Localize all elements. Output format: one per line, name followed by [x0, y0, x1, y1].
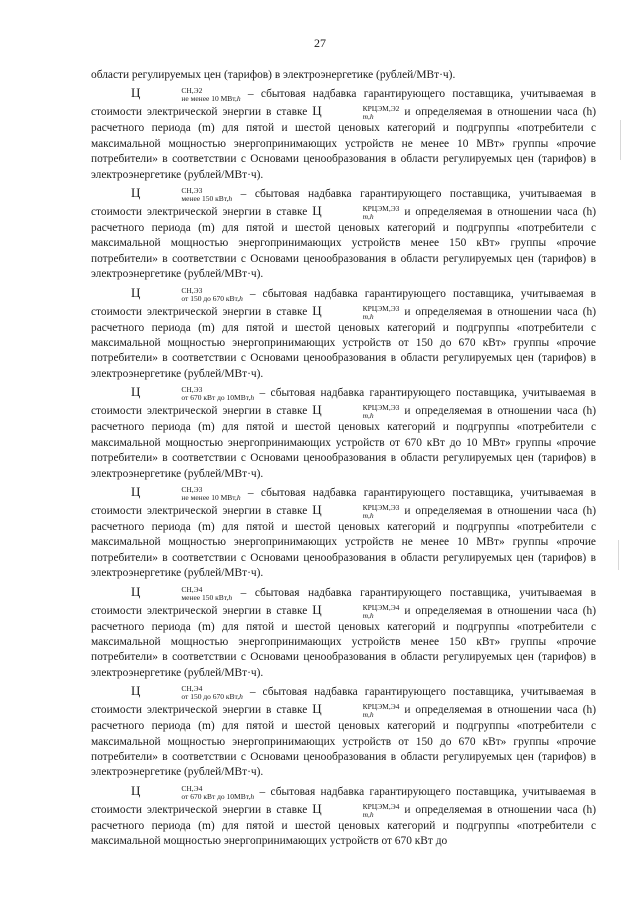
- rate-superscript: КРЦЭМ,Э4: [362, 602, 400, 612]
- symbol-base: Ц: [131, 384, 141, 400]
- rate-symbol: [312, 402, 400, 421]
- rate-scripts: [323, 703, 400, 719]
- rate-base: Ц: [312, 302, 322, 318]
- rate-superscript: КРЦЭМ,Э3: [362, 403, 400, 413]
- rate-superscript: КРЦЭМ,Э3: [362, 303, 400, 313]
- rate-scripts: [323, 404, 400, 420]
- tariff-symbol: [131, 85, 241, 104]
- definition-entry: [91, 185, 596, 283]
- rate-subscript: m,h: [362, 710, 374, 720]
- symbol-scripts: [141, 586, 232, 602]
- rate-superscript: КРЦЭМ,Э4: [362, 801, 400, 811]
- symbol-subscript-index: h: [236, 94, 241, 104]
- symbol-scripts: [141, 87, 240, 103]
- definition-entry: [91, 484, 596, 582]
- tariff-symbol: [131, 185, 233, 204]
- symbol-base: Ц: [131, 185, 141, 201]
- symbol-subscript: [141, 295, 242, 303]
- rate-base: Ц: [312, 601, 322, 617]
- symbol-subscript: [141, 195, 232, 203]
- symbol-scripts: [141, 486, 240, 502]
- scan-edge-mark: [618, 540, 619, 570]
- rate-scripts: [323, 205, 400, 221]
- definition-text-b: и определяемая в отношении часа (h) расчетного периода (m) для пятой и шестой ценовых категорий и подгруппы «потребители с максимальной мощностью энергопринимающих устройств менее 150 кВт» группы «прочие потребители» в соответствии с Основами ценообразования в области регулируемых цен (тарифов) в электроэнергетике (рублей/МВт·ч).: [91, 604, 596, 679]
- symbol-subscript: [141, 693, 242, 701]
- symbol-superscript: СН,Э3: [181, 484, 203, 494]
- rate-subscript: m,h: [362, 510, 374, 520]
- symbol-superscript: СН,Э3: [181, 285, 203, 295]
- definition-entry: [91, 584, 596, 682]
- definition-text-b: и определяемая в отношении часа (h) расчетного периода (m) для пятой и шестой ценовых категорий и подгруппы «потребители с максимальной мощностью энергопринимающих устройств от 150 до 670 кВт» группы «прочие потребители» в соответствии с Основами ценообразования в области регулируемых цен (тарифов) в электроэнергетике (рублей/МВт·ч).: [91, 704, 596, 779]
- symbol-subscript-range: не менее 10 МВт,: [181, 492, 237, 502]
- symbol-subscript-index: h: [250, 393, 255, 403]
- symbol-subscript-range: от 670 кВт до 10МВт,: [181, 393, 251, 403]
- definition-text-a: – сбытовая надбавка гарантирующего поставщика, учитываемая в стоимости электрической энергии в ставке: [91, 88, 596, 119]
- rate-base: Ц: [312, 501, 322, 517]
- definition-text-b: и определяемая в отношении часа (h) расчетного периода (m) для пятой и шестой ценовых категорий и подгруппы «потребители с максимальной мощностью энергопринимающих устройств от 670 кВт до 10 МВт» группы «прочие потребители» в соответствии с Основами ценообразования в области регулируемых цен (тарифов) в электроэнергетике (рублей/МВт·ч).: [91, 405, 596, 480]
- definition-entry: [91, 85, 596, 183]
- definition-text-a: – сбытовая надбавка гарантирующего поставщика, учитываемая в стоимости электрической энергии в ставке: [91, 287, 596, 318]
- tariff-symbol: [131, 384, 255, 403]
- definition-entry: [91, 683, 596, 781]
- rate-subscript: m,h: [362, 809, 374, 819]
- definition-text-a: – сбытовая надбавка гарантирующего поставщика, учитываемая в стоимости электрической энергии в ставке: [91, 486, 596, 517]
- symbol-superscript: СН,Э4: [181, 584, 203, 594]
- rate-subscript: m,h: [362, 311, 374, 321]
- symbol-base: Ц: [131, 583, 141, 599]
- rate-symbol: [312, 701, 400, 720]
- symbol-subscript-index: h: [236, 492, 241, 502]
- symbol-base: Ц: [131, 85, 141, 101]
- symbol-superscript: СН,Э2: [181, 86, 203, 96]
- symbol-subscript: [141, 494, 240, 502]
- symbol-subscript-range: менее 150 кВт,: [181, 194, 229, 204]
- definition-text-a: – сбытовая надбавка гарантирующего поставщика, учитываемая в стоимости электрической энергии в ставке: [91, 188, 596, 219]
- symbol-subscript-index: h: [239, 293, 243, 303]
- rate-symbol: [312, 203, 400, 222]
- symbol-base: Ц: [131, 782, 141, 798]
- symbol-subscript-index: h: [239, 692, 243, 702]
- intro-paragraph: области регулируемых цен (тарифов) в электроэнергетике (рублей/МВт·ч).: [91, 69, 456, 81]
- symbol-subscript-range: от 150 до 670 кВт,: [181, 692, 240, 702]
- symbol-scripts: [141, 785, 254, 801]
- symbol-subscript-index: h: [250, 791, 255, 801]
- rate-symbol: [312, 302, 400, 321]
- definition-text-b: и определяемая в отношении часа (h) расчетного периода (m) для пятой и шестой ценовых категорий и подгруппы «потребители с максимальной мощностью энергопринимающих устройств от 670 кВт до: [91, 803, 596, 848]
- rate-superscript: КРЦЭМ,Э3: [362, 502, 400, 512]
- definition-text-a: – сбытовая надбавка гарантирующего поставщика, учитываемая в стоимости электрической энергии в ставке: [91, 785, 596, 816]
- symbol-subscript-index: h: [228, 194, 233, 204]
- symbol-subscript: [141, 394, 254, 402]
- rate-symbol: [312, 103, 400, 122]
- definition-text-b: и определяемая в отношении часа (h) расчетного периода (m) для пятой и шестой ценовых категорий и подгруппы «потребители с максимальной мощностью энергопринимающих устройств от 150 до 670 кВт» группы «прочие потребители» в соответствии с Основами ценообразования в области регулируемых цен (тарифов) в электроэнергетике (рублей/МВт·ч).: [91, 305, 596, 380]
- tariff-symbol: [131, 583, 233, 602]
- rate-scripts: [323, 803, 400, 819]
- definition-text-b: и определяемая в отношении часа (h) расчетного периода (m) для пятой и шестой ценовых категорий и подгруппы «потребители с максимальной мощностью энергопринимающих устройств не менее 10 МВт» группы «прочие потребители» в соответствии с Основами ценообразования в области регулируемых цен (тарифов) в электроэнергетике (рублей/МВт·ч).: [91, 504, 596, 580]
- symbol-base: Ц: [131, 284, 141, 300]
- symbol-subscript: [141, 95, 240, 103]
- symbol-scripts: [141, 287, 242, 303]
- symbol-subscript: [141, 594, 232, 602]
- rate-superscript: КРЦЭМ,Э4: [362, 702, 400, 712]
- definition-text-a: – сбытовая надбавка гарантирующего поставщика, учитываемая в стоимости электрической энергии в ставке: [91, 586, 596, 617]
- definition-text-b: и определяемая в отношении часа (h) расчетного периода (m) для пятой и шестой ценовых категорий и подгруппы «потребители с максимальной мощностью энергопринимающих устройств менее 150 кВт» группы «прочие потребители» в соответствии с Основами ценообразования в области регулируемых цен (тарифов) в электроэнергетике (рублей/МВт·ч).: [91, 206, 596, 281]
- symbol-subscript-range: не менее 10 МВт,: [181, 94, 237, 104]
- tariff-symbol: [131, 683, 243, 702]
- symbol-subscript-index: h: [228, 592, 233, 602]
- rate-subscript: m,h: [362, 411, 374, 421]
- rate-scripts: [323, 105, 400, 121]
- rate-subscript: m,h: [362, 610, 374, 620]
- symbol-superscript: СН,Э4: [181, 783, 203, 793]
- symbol-base: Ц: [131, 683, 141, 699]
- rate-subscript: m,h: [362, 112, 374, 122]
- rate-superscript: КРЦЭМ,Э3: [362, 204, 400, 214]
- definition-entry: [91, 783, 596, 850]
- rate-symbol: [312, 601, 400, 620]
- rate-scripts: [323, 604, 400, 620]
- rate-scripts: [323, 504, 400, 520]
- rate-base: Ц: [312, 203, 322, 219]
- symbol-superscript: СН,Э3: [181, 186, 203, 196]
- scan-edge-mark: [620, 120, 621, 160]
- symbol-scripts: [141, 386, 254, 402]
- symbol-subscript-range: от 670 кВт до 10МВт,: [181, 791, 251, 801]
- rate-base: Ц: [312, 800, 322, 816]
- rate-superscript: КРЦЭМ,Э2: [362, 104, 400, 114]
- symbol-subscript: [141, 793, 254, 801]
- definition-text-a: – сбытовая надбавка гарантирующего поставщика, учитываемая в стоимости электрической энергии в ставке: [91, 686, 596, 717]
- tariff-symbol: [131, 483, 241, 502]
- tariff-symbol: [131, 284, 243, 303]
- definition-entry: [91, 384, 596, 482]
- rate-symbol: [312, 800, 400, 819]
- definitions-list: [91, 85, 596, 849]
- definition-text-a: – сбытовая надбавка гарантирующего поставщика, учитываемая в стоимости электрической энергии в ставке: [91, 387, 596, 418]
- page-number: 27: [314, 36, 326, 50]
- rate-base: Ц: [312, 701, 322, 717]
- rate-symbol: [312, 501, 400, 520]
- symbol-subscript-range: менее 150 кВт,: [181, 592, 229, 602]
- symbol-superscript: СН,Э4: [181, 684, 203, 694]
- symbol-base: Ц: [131, 483, 141, 499]
- rate-subscript: m,h: [362, 212, 374, 222]
- definition-entry: [91, 285, 596, 383]
- symbol-scripts: [141, 685, 242, 701]
- rate-base: Ц: [312, 402, 322, 418]
- rate-base: Ц: [312, 103, 322, 119]
- tariff-symbol: [131, 782, 255, 801]
- symbol-superscript: СН,Э3: [181, 385, 203, 395]
- document-body: [91, 68, 596, 850]
- symbol-scripts: [141, 187, 232, 203]
- rate-scripts: [323, 305, 400, 321]
- symbol-subscript-range: от 150 до 670 кВт,: [181, 293, 240, 303]
- definition-text-b: и определяемая в отношении часа (h) расчетного периода (m) для пятой и шестой ценовых категорий и подгруппы «потребители с максимальной мощностью энергопринимающих устройств не менее 10 МВт» группы «прочие потребители» в соответствии с Основами ценообразования в области регулируемых цен (тарифов) в электроэнергетике (рублей/МВт·ч).: [91, 106, 596, 181]
